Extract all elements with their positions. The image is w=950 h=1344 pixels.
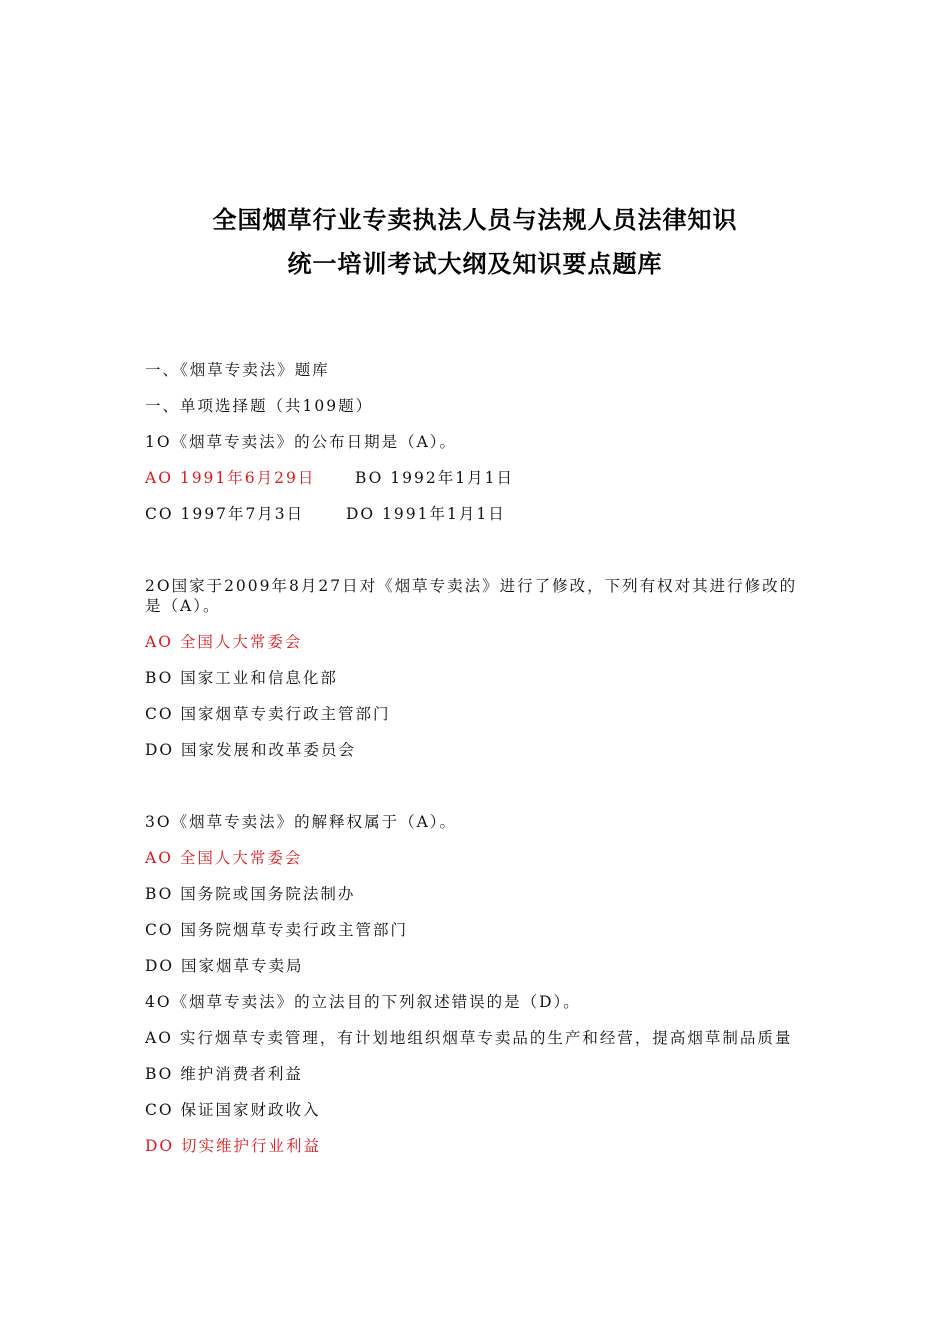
q4-option-a: AO 实行烟草专卖管理，有计划地组织烟草专卖品的生产和经营，提高烟草制品质量 xyxy=(145,1029,793,1047)
q1-option-b: BO 1992年1月1日 xyxy=(355,469,514,487)
q3-option-b: BO 国务院或国务院法制办 xyxy=(145,885,356,903)
q2-option-d: DO 国家发展和改革委员会 xyxy=(145,741,357,759)
document-title-line1: 全国烟草行业专卖执法人员与法规人员法律知识 xyxy=(212,206,738,234)
subsection-heading: 一、单项选择题（共109题） xyxy=(145,397,374,415)
q2-option-b: BO 国家工业和信息化部 xyxy=(145,669,338,687)
section-heading: 一、《烟草专卖法》题库 xyxy=(145,361,330,379)
q4-option-c: CO 保证国家财政收入 xyxy=(145,1101,321,1119)
question-4: 4O《烟草专卖法》的立法目的下列叙述错误的是（D）。 xyxy=(145,993,581,1011)
q2-option-a: AO 全国人大常委会 xyxy=(145,633,303,651)
question-3: 3O《烟草专卖法》的解释权属于（A）。 xyxy=(145,813,458,831)
q3-option-d: DO 国家烟草专卖局 xyxy=(145,957,304,975)
q3-option-a: AO 全国人大常委会 xyxy=(145,849,303,867)
q1-option-c: CO 1997年7月3日 xyxy=(145,505,305,523)
q2-option-c: CO 国家烟草专卖行政主管部门 xyxy=(145,705,391,723)
q4-option-b: BO 维护消费者利益 xyxy=(145,1065,303,1083)
question-1: 1O《烟草专卖法》的公布日期是（A）。 xyxy=(145,433,458,451)
q1-option-a: AO 1991年6月29日 xyxy=(145,469,316,487)
q3-option-c: CO 国务院烟草专卖行政主管部门 xyxy=(145,921,408,939)
q4-option-d: DO 切实维护行业利益 xyxy=(145,1137,322,1155)
document-title-line2: 统一培训考试大纲及知识要点题库 xyxy=(287,250,663,278)
question-2: 2O国家于2009年8月27日对《烟草专卖法》进行了修改，下列有权对其进行修改的是（A）。 xyxy=(145,577,798,615)
q1-option-d: DO 1991年1月1日 xyxy=(346,505,506,523)
